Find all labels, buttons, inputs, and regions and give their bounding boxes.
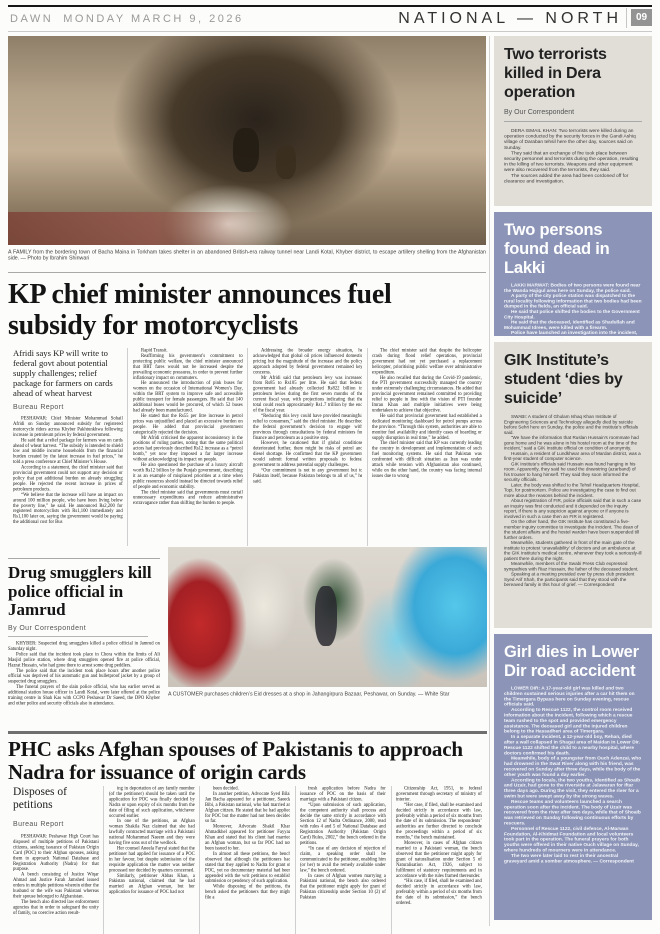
paragraph: LAKKI MARWAT: Bodies of two persons were found near the Wanda Hajigul area here on Sunday, the police said. xyxy=(504,283,641,294)
phc-column-1 xyxy=(8,786,104,934)
paragraph: About registration of FIR, police officials said that in such a case an inquiry was first conducted and it depended on the inquiry report, if there is any suspicion against anyone or if anyone is involved in such a case then an FIR is registered. xyxy=(504,498,642,519)
paragraph: Moreover, Advocate Shakil Khan Ahmadkhel appeared for petitioner Fayyaz Khan and stated that his client had married an Afghan woman, but so far POC had not been issued to her. xyxy=(204,824,291,851)
phc-column-2 xyxy=(104,786,200,934)
lowerdir-text-wrap xyxy=(504,686,642,914)
shop-photo-caption-wrap xyxy=(168,691,487,701)
paragraph: Similarly, petitioner Abbas Khan, a Pakistan national, claimed that he had married an Afghan woman, but her application for issuance of POC had not xyxy=(108,873,195,895)
paragraph: Personnel of Rescue 1122, civil defence, Al-Marwan Foundation, Al-Khidmat Foundation and local volunteers took part in the operation. The funeral prayers for both youths were offered in their native Ouch village on Sunday, where hundreds of mourners were in attendance. xyxy=(504,825,639,853)
phc-col4-text-wrap xyxy=(300,786,386,934)
lead-col1-text xyxy=(13,416,123,525)
gik-text-wrap xyxy=(504,414,642,642)
phc-col3-text xyxy=(205,786,291,901)
dera-text xyxy=(504,128,642,184)
paragraph: The chief minister said that governments must curtail unnecessary expenditures and reduce administrative extravagance rather than shifting the burden to people. xyxy=(132,489,243,506)
paragraph: According to Rescue 1122, the control room received information about the incident, following which a rescue team rushed to the spot and provided emergency assistance. The deceased girl and the injured children belong to the Hassadheri area of Timergara. xyxy=(504,707,633,735)
paragraph: been decided. xyxy=(212,786,239,791)
paragraph: “Our commitment is not to any government but to Pakistan itself, because Pakistan belongs to all of us,” he said. xyxy=(252,467,363,484)
dera-byline: By Our Correspondent xyxy=(504,109,642,122)
paragraph: “We believe that the increase will have an impact on around 100 million people, who have been living below the poverty line,” he said. He announced Rs2,200 for registered motorcyclists with Rs1,100 immediately and Rs1,100 later on, saying the government would be paying the additional cost for Bus xyxy=(13,492,123,525)
paragraph: In one of the petitions, an Afghan woman Shakila Naz claimed that she had lawfully contracted marriage with a Pakistani national Mohammad Naeem and they were having five sons out of the wedlock. xyxy=(108,818,195,846)
paragraph: According to a statement, the chief minister said that provincial government could not support any decision or policy that put additional burden on already struggling people. He rejected the recent increase in prices of petroleum products. xyxy=(13,465,123,492)
paragraph: Meanwhile, body of a youngster from Ouch Adenzai, who had drowned in the Swat River along with his friend, was recovered on Sunday after three days, while the body of the other youth was found a day earlier. xyxy=(504,755,642,778)
paragraph: A party of the city police station was dispatched to the rural locality following information that two bodies had been dumped in the fields, an official said. xyxy=(504,293,642,310)
phc-column-5 xyxy=(391,786,487,934)
phc-column-3 xyxy=(200,786,296,934)
paragraph: GIK Institute’s officials said Hussain was found hanging in his room. Apparently, they said he used the drawstring (azarband) of his trouser to hang himself. They said they soon informed the security officials. xyxy=(504,461,636,482)
paragraph: PESHAWAR: Peshawar High Court has disposed of multiple petitions of Pakistani citizens, seeking issuance of Pakistan Origin Card (POC) to their Afghan spouses, asking them to approach National Database and Registration Authority (Nadra) for that purpose. xyxy=(13,834,99,872)
paragraph: He announced the introduction of pink buses for women on the occasion of International Women’s Day, within the BRT system to improve safe and accessible public transport for female passengers. He said that 140 additional buses would be procured, of which 52 buses had already been manufactured. xyxy=(132,380,243,413)
lead-column-3 xyxy=(248,348,368,562)
column-rule xyxy=(295,786,296,934)
lakki-article-box xyxy=(494,212,652,341)
paragraph: fresh application before Nadra for issuance of POC on the basis of their marriage with a Pakistani citizen. xyxy=(300,786,387,802)
paragraph: Later, the body was shifted to the Tehsil Headquarters Hospital, Topi, for postmortem. Police are investigating the case to find out more about the reasons behind the incident. xyxy=(504,482,640,498)
paragraph: “Her case, if filed, shall be examined and decided strictly in accordance with law, preferably within a period of six months from the date of its submission. The respondents’ authorities are further directed to conclude the proceedings within a period of six months,” the bench maintained. xyxy=(396,802,482,841)
lead-col1-text-wrap xyxy=(13,416,123,552)
jamrud-headline: Drug smugglers kill police official in Jamrud xyxy=(8,563,152,619)
paragraph: He also questioned the purchase of a luxury aircraft worth Rs12 billion by the Punjab government, describing it as an example of misplaced priorities at a time when public resources should instead be directed towards relief of people and economic stability. xyxy=(132,462,243,490)
paragraph: Police have launched an investigation into the incident, he said. — Correspondent xyxy=(504,330,638,341)
lowerdir-headline: Girl dies in Lower Dir road accident xyxy=(504,643,639,680)
phc-col1-text xyxy=(13,834,99,916)
column-rule xyxy=(127,348,128,546)
lead-column-2 xyxy=(128,348,248,562)
paragraph: Mr Afridi criticised the apparent inconsistency in the positions of ruling parties, noting that the same political actors had previously described Rs12 increase as a “petrol bomb,” yet now they imposed a far larger increase without acknowledging its impact on people. xyxy=(132,435,243,463)
paragraph: ing in deportation of any family member (of the petitioner) should be taken until the application for POC was finally decided by Nadra or upon expiry of six months from the date of filing of such application, whichever occurred earlier. xyxy=(108,786,195,819)
paragraph: The chief minister said that KP was currently leading the country in development and implementation of such fuel monitoring systems. He said that Pakistan was confronted with difficult situation as Iran was under attack while tension with Afghanistan also continued, while on the other hand, the country was facing internal issues due to wrong xyxy=(372,440,482,479)
person-figure xyxy=(315,586,337,646)
lead-subhead: Afridi says KP will write to federal govt about potential supply challenges; relief package for farmers on cards ahead of wheat harvest xyxy=(13,348,113,398)
issue-date: MONDAY MARCH 9, 2026 xyxy=(63,13,244,25)
phc-col4-text xyxy=(300,786,386,901)
eid-shop-photo xyxy=(168,547,487,687)
phc-byline: Bureau Report xyxy=(13,821,64,828)
masthead-left xyxy=(10,13,244,25)
paragraph: According to locals, the two youths, identified as Shoaib and Uzair, had gone to the riverside at Jalawaran for iftar three days ago. During the visit, they entered the river for a swim but were swept away by the strong waves. xyxy=(504,777,640,799)
paragraph: However, he cautioned that if global conditions deteriorated further, there might be risks of petrol and diesel shortage. He confirmed that the KP government would submit formal written proposals to federal government to address potential supply challenges. xyxy=(252,440,363,468)
paragraph: He said that the deceased, identified as Shadullah and Mohammad Idrees, were killed with a firearm. xyxy=(504,319,635,331)
paragraph: SWABI: A student of Ghulam Ishaq Khan Institute of Engineering Sciences and Technology allegedly died by suicide before Sehri here on Sunday, the police and the institute’s officials said. xyxy=(504,414,639,435)
phc-article-columns xyxy=(8,786,487,934)
lakki-text xyxy=(504,283,642,341)
lead-col3-text xyxy=(253,348,363,484)
paragraph: On the other hand, the GIK Institute has constituted a five-member inquiry committee to investigate the incident. The dean of the student affairs and the hostel warden have been suspended till further orders. xyxy=(504,519,640,540)
paragraph: The chief minister said that despite the helicopter crash during flood relief operations, provincial government had not yet purchased a replacement helicopter, prioritising public welfare over administrative expenditure. xyxy=(372,348,482,375)
paragraph: KHYBER: Suspected drug smugglers killed a police official in Jamrud on Saturday night. xyxy=(8,640,160,651)
section-divider xyxy=(8,731,487,734)
lead-col2-text-wrap xyxy=(133,348,243,546)
phc-col5-text xyxy=(396,786,482,906)
phc-col2-text xyxy=(109,786,195,895)
paragraph: “Reducing this levy could have provided meaningful relief to consumers,” said the chief minister. He described the federal government’s decision to engage with provinces through consultations by federal ministers for finance and petroleum as a positive step. xyxy=(252,413,363,441)
phc-headline: PHC asks Afghan spouses of Pakistanis to approach Nadra for issuance of origin cards xyxy=(8,737,463,784)
jamrud-byline: By Our Correspondent xyxy=(8,625,148,637)
column-rule xyxy=(391,786,392,934)
dera-article-box xyxy=(494,36,652,206)
paragraph: He stated that the Rs55 per litre increase in petrol prices was unjustified and placed an excessive burden on people. He added that provincial government categorically rejected the decision. xyxy=(132,413,243,435)
paragraph: Police said that the incident took place in Chora within the limits of Ali Masjid police station, where drug smugglers opened fire at police official, Hazrat Hussain, who had gone there to arrest some drug peddlers. xyxy=(8,651,160,668)
person-figure xyxy=(233,128,259,172)
paragraph: Addressing the broader energy situation, he acknowledged that global oil prices influenced domestic pricing but the magnitude of the increase and the policy approach adopted by federal government remained key concerns. xyxy=(252,348,363,375)
paragraph: LOWER DIR: A 17-year-old girl was killed and two children sustained serious injuries after a car hit them on the Timergara Bypass here on Sunday evening, rescue officials said. xyxy=(504,686,635,708)
paragraph: The sources added the area had been cordoned off for clearance and investigation. xyxy=(504,172,629,184)
lead-column-4 xyxy=(367,348,487,562)
paper-name: DAWN xyxy=(10,13,54,25)
lead-column-1 xyxy=(8,348,128,562)
paragraph: DERA ISMAIL KHAN: Two terrorists were killed during an operation conducted by the security forces in the Gandi Ashiq village of Daraban tehsil here the other day, sources said on Sunday. xyxy=(504,128,636,151)
paragraph: Rapid Transit. xyxy=(140,348,168,353)
paragraph: Moreover, in cases of Afghan citizen married to a Pakistani woman, the bench observed that the petitioner might apply for grant of naturalisation under Section 5 of Naturalisation Act, 1926, subject to fulfilment of statutory requirements and in accordance with the rules framed thereunder. xyxy=(396,840,482,879)
photo-caption: A CUSTOMER purchases children’s Eid dresses at a shop in Jahangirpura Bazaar, Peshawar, on Sunday. — White Star xyxy=(168,691,450,697)
column-rule xyxy=(199,786,200,934)
lead-headline: KP chief minister announces fuel subsidy for motorcyclists xyxy=(8,279,392,341)
paragraph: They said that an exchange of fire took place between security personnel and terrorists during the operation, resulting in the killing of two terrorists. Weapons and other equipment were also recovered from the terrorists, they said. xyxy=(504,150,639,173)
lowerdir-article-box xyxy=(494,634,652,920)
gik-article-box xyxy=(494,342,652,628)
phc-col2-text-wrap xyxy=(109,786,195,934)
jamrud-text xyxy=(8,641,160,706)
lead-col4-text-wrap xyxy=(372,348,482,546)
paragraph: A bench consisting of Justice Wiqar Ahmad and Justice Farah Jamshed issued orders in multiple petitions wherein either the husband or the wife was Pakistani whereas their spouse belonged to Afghanistan. xyxy=(13,872,99,899)
phc-col3-text-wrap xyxy=(205,786,291,934)
paragraph: Meanwhile, students gathered in front of the main gate of the institute to protest ‘unavailability’ of doctors and an ambulance at the GIK Institute’s medical centre, whenever they took a seriously-ill patient there during the night. xyxy=(504,540,642,561)
divider xyxy=(8,272,486,273)
lead-col3-text-wrap xyxy=(253,348,363,546)
gik-text xyxy=(504,414,642,587)
column-divider xyxy=(489,36,490,926)
phc-col5-text-wrap xyxy=(396,786,482,934)
paragraph: Her counsel Aneela Faryal stated that the petitioner had applied for issuance of a POC in her favour, but despite submission of the requisite application the matter was neither processed nor decided by quarters concerned. xyxy=(108,845,195,873)
page-number: 09 xyxy=(631,9,652,26)
lead-byline: Bureau Report xyxy=(13,404,64,411)
paragraph: In a separate incident, a 12-year-old boy, Rehan, died after a wall collapsed in Shagai area of Maidan in Lower Dir. Rescue 1122 shifted the child to a nearby hospital, where doctors confirmed his death. xyxy=(504,734,640,756)
paragraph: The two were later laid to rest in their ancestral graveyard amid a somber atmosphere. — Correspondent xyxy=(504,852,634,864)
paragraph: He also recalled that during the Covid-19 pandemic, the PTI government successfully managed the country under extremely challenging circumstances. He added that provincial government remained committed to providing relief to people in line with the vision of PTI founder Imran Khan and multiple initiatives were being undertaken to achieve that objective. xyxy=(372,375,482,413)
paragraph: The police said that the incident took place hours after another police official was deprived of his automatic gun and bulletproof jacket by a group of suspected drug smugglers. xyxy=(8,667,160,684)
tunnel-photo xyxy=(8,36,486,245)
phc-subhead: Disposes of petitions xyxy=(13,786,67,811)
paragraph: He said that police shifted the bodies to the Government City Hospital. xyxy=(504,308,640,320)
person-figure xyxy=(276,145,296,179)
lead-col2-text xyxy=(133,348,243,506)
paragraph: While disposing of the petitions, the bench asked the petitioners that they might file a xyxy=(204,884,291,901)
paragraph: The funeral prayers of the slain police official, who has earlier served as additional station house officer in Landi Kotal, were later offered at the police training centre in Shah Kas with CCPO Peshawar Dr Saeed, the DPO Khyber and other police and security officials also in attendance. xyxy=(8,684,160,706)
column-rule xyxy=(367,348,368,546)
paragraph: Mr Afridi said that petroleum levy was increased from Rs85 to Rs105 per litre. He said that federal government had already collected Rs822 billion in petroleum levies during the first seven months of the current fiscal year, with projections indicating that the total could reach approximately Rs1.7 trillion by the end of the fiscal year. xyxy=(252,375,363,413)
lowerdir-text xyxy=(504,686,642,864)
paragraph: Hussain, a resident of Lundkhwar area of Mardan district, was a first-year student of computer science. xyxy=(504,450,641,461)
dera-headline: Two terrorists killed in Dera operation xyxy=(504,46,607,101)
paragraph: Citizenship Act, 1951, to federal government through secretary of ministry of interior. xyxy=(396,786,482,802)
paragraph: “Upon submission of such application, the competent authority shall process and decide the same strictly in accordance with Section 12 of Nadra Ordinance, 2000, read with rules 4 and 5 of National Database and Registration Authority (Pakistan Origin Card) Rules, 2002,” the bench ordered in the petitions. xyxy=(300,802,387,846)
section-title: NATIONAL — NORTH xyxy=(398,10,622,27)
lakki-text-wrap xyxy=(504,283,642,351)
lakki-headline: Two persons found dead in Lakki xyxy=(504,221,610,277)
phc-column-4 xyxy=(295,786,391,934)
carpet-shape xyxy=(8,212,271,245)
masthead-divider xyxy=(626,8,627,28)
paragraph: In another petition, Advocate Syed Bilal Jan Bacha appeared for a petitioner, Saeeda Bibi, a Pakistan national, who had married an Afghan citizen. He stated that he had applied for POC but the matter had not been decided so far. xyxy=(204,791,291,824)
tunnel-photo-caption-wrap xyxy=(8,249,486,265)
paragraph: Rescue teams and volunteers launched a search operation soon after the incident. The body of Uzair was recovered from the river after two days, while that of Shoaib was retrieved on Sunday following continuous efforts by rescuers. xyxy=(504,798,641,826)
dera-text-wrap xyxy=(504,128,642,200)
lead-col4-text xyxy=(372,348,482,479)
paragraph: Reaffirming his government’s commitment to protecting public welfare, the chief minister announced that BRT fares would not be increased despite the prevailing economic pressures, in order to prevent further inflationary impact on commuters. xyxy=(132,353,243,381)
jamrud-article xyxy=(8,564,160,733)
paragraph: “We have the information that Ruslan Hussain’s roommate had gone home and he was alone in his hostel room at the time of the incident,” said a GIK Institute official on condition of anonymity. xyxy=(504,435,639,451)
paragraph: Speaking at a meeting presided over by press club president Syed Arif Shah, the participants said that they stood with the bereaved family in this hour of grief. — Correspondent xyxy=(504,571,635,587)
column-rule xyxy=(247,348,248,546)
column-rule xyxy=(103,786,104,934)
phc-col1-text-wrap xyxy=(13,834,99,934)
paragraph: “In case of any decision of rejection of claim, a speaking order shall be communicated to the petitioner, enabling him (or her) to avail the remedy available under law,” the bench ordered. xyxy=(300,845,387,873)
masthead-top-rule xyxy=(8,5,652,7)
paragraph: The bench also directed law enforcement agencies that in order to safeguard the unity of family, no coercive action result- xyxy=(13,899,99,916)
paragraph: He said that a relief package for farmers was on cards ahead of wheat harvest. “The subsidy is intended to shield low and middle income households from the financial burden created by the latest increase in fuel prices,” he told a press conference at Chief Minister’s House. xyxy=(13,437,123,465)
photo-caption: A FAMILY from the bordering town of Bacha Maina in Torkham takes shelter in an abandoned British-era railway tunnel near Landi Kotal, Khyber district, to escape artillery shelling from the Afghanistan side. — Photo by Ibrahim Shinwari xyxy=(8,249,486,262)
paragraph: “His case, if filed, shall be examined and decided strictly in accordance with law, preferably within a period of six months from the date of its submission,” the bench ordered. xyxy=(396,878,482,906)
paragraph: In cases of Afghan women marrying a Pakistani national, the bench also ordered that the petitioner might apply for grant of Pakistan citizenship under Section 10 (2) of Pakistan xyxy=(300,873,387,901)
paragraph: PESHAWAR: Chief Minister Mohammad Sohail Afridi on Sunday announced subsidy for registered motorcycle riders across Khyber Pakhtunkhwa following increase in petroleum prices by federal government. xyxy=(13,416,123,438)
paragraph: He said that provincial government had established a dedicated monitoring dashboard for petrol pumps across the province. “Through this system, authorities are able to monitor fuel availability and identify cases of hoarding or supply disruption in real time,” he added. xyxy=(372,413,482,441)
gik-headline: GIK Institute’s student ‘dies by suicide’ xyxy=(504,352,623,407)
divider xyxy=(8,558,160,559)
masthead-bottom-rule xyxy=(8,31,652,32)
paragraph: Meanwhile, members of the Swabi Press Club expressed sympathies with Riaz Hussain, the father of the deceased student. xyxy=(504,561,639,572)
paragraph: In almost all these petitions, the bench observed that although the petitioners had stated that they applied to Nadra for grant of POC, yet no documentary material had been appended with the writ petitions to establish submission or pendency of such application. xyxy=(204,851,291,884)
jamrud-text-wrap xyxy=(8,641,160,733)
